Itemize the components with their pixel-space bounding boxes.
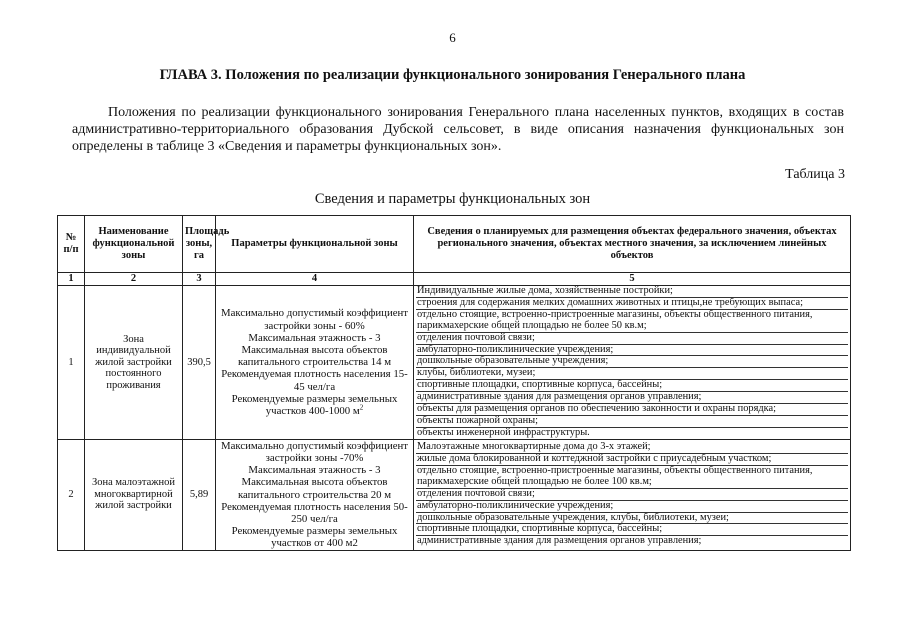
column-number: 5 <box>414 273 851 286</box>
param-line: Максимально допустимый коэффициент застройки зоны - 60% <box>220 307 409 332</box>
object-item: объекты пожарной охраны; <box>416 416 848 428</box>
intro-paragraph: Положения по реализации функционального зонирования Генерального плана населенных пунктов, входящих в состав административно-территориального образования Дубской сельсовет, в виде описания назначения функциональных зон определены в таблице 3 «Сведения и параметры функциональных зон». <box>72 105 844 154</box>
object-item: спортивные площадки, спортивные корпуса, бассейны; <box>416 524 848 536</box>
param-line: Рекомендуемая плотность населения 50-250 чел/га <box>221 500 408 525</box>
object-item: административные здания для размещения органов управления; <box>417 536 702 547</box>
object-item: отделения почтовой связи; <box>416 489 848 501</box>
param-line: Максимальная высота объектов капитального строительства 20 м <box>237 476 392 501</box>
table-row <box>58 439 851 550</box>
column-number-row <box>58 273 851 286</box>
zone-params <box>216 439 414 550</box>
object-item: дошкольные образовательные учреждения; <box>416 356 848 368</box>
table-header-row <box>58 216 851 273</box>
zone-objects <box>414 439 851 550</box>
column-number: 1 <box>58 273 85 286</box>
table-number: Таблица 3 <box>785 167 845 182</box>
header-zone-name: Наименование функциональной зоны <box>85 216 183 273</box>
header-area: Площадь зоны, га <box>183 216 216 273</box>
column-number: 4 <box>216 273 414 286</box>
zone-area: 5,89 <box>183 439 216 550</box>
param-line: Максимально допустимый коэффициент застройки зоны -70% <box>220 439 409 464</box>
zone-name: Зона малоэтажной многоквартирной жилой застройки <box>85 439 183 550</box>
param-line: Рекомендуемая плотность населения 15-45 чел/га <box>221 368 408 393</box>
object-item: административные здания для размещения органов управления; <box>416 392 848 404</box>
table-row <box>58 286 851 440</box>
object-item: клубы, библиотеки, музеи; <box>416 368 848 380</box>
zone-objects <box>414 286 851 440</box>
zones-table <box>57 215 851 551</box>
header-num: № п/п <box>58 216 85 273</box>
object-item: амбулаторно-поликлинические учреждения; <box>416 501 848 513</box>
object-item: Индивидуальные жилые дома, хозяйственные постройки; <box>416 286 848 298</box>
object-item: объекты инженерной инфраструктуры. <box>417 427 590 438</box>
object-item: дошкольные образовательные учреждения, клубы, библиотеки, музеи; <box>416 513 848 525</box>
row-number: 1 <box>58 286 85 440</box>
object-item: амбулаторно-поликлинические учреждения; <box>416 345 848 357</box>
zone-name: Зона индивидуальной жилой застройки постоянного проживания <box>85 286 183 440</box>
column-number: 2 <box>85 273 183 286</box>
object-item: Малоэтажные многоквартирные дома до 3-х этажей; <box>416 442 848 454</box>
chapter-title: ГЛАВА 3. Положения по реализации функционального зонирования Генерального плана <box>159 67 746 83</box>
header-params: Параметры функциональной зоны <box>216 216 414 273</box>
object-item: строения для содержания мелких домашних животных и птицы,не требующих выпаса; <box>416 298 848 310</box>
object-item: спортивные площадки, спортивные корпуса, бассейны; <box>416 380 848 392</box>
superscript: 2 <box>359 403 364 412</box>
header-objects: Сведения о планируемых для размещения объектах федерального значения, объектах регионального значения, объектах местного значения, за исключением линейных объектов <box>414 216 851 273</box>
object-item: отдельно стоящие, встроенно-пристроенные магазины, объекты общественного питания, парикмахерские общей площадью не более 100 кв.м; <box>416 466 848 489</box>
param-line: Рекомендуемые размеры земельных участков от 400 м2 <box>231 525 398 550</box>
param-line: Максимальная высота объектов капитального строительства 14 м <box>237 344 392 369</box>
row-number: 2 <box>58 439 85 550</box>
column-number: 3 <box>183 273 216 286</box>
table-caption: Сведения и параметры функциональных зон <box>314 191 591 207</box>
param-text: Рекомендуемые размеры земельных участков 400-1000 м <box>231 392 398 418</box>
object-item: объекты для размещения органов по обеспечению законности и охраны порядка; <box>416 404 848 416</box>
zone-area: 390,5 <box>183 286 216 440</box>
param-line: Максимальная этажность - 3 <box>248 464 381 477</box>
page-number: 6 <box>449 30 456 45</box>
zone-params <box>216 286 414 440</box>
object-item: жилые дома блокированной и коттеджной застройки с приусадебным участком; <box>416 454 848 466</box>
object-item: отдельно стоящие, встроенно-пристроенные магазины, объекты общественного питания, парикмахерские общей площадью не более 50 кв.м; <box>416 310 848 333</box>
param-line <box>218 393 411 417</box>
object-item: отделения почтовой связи; <box>416 333 848 345</box>
param-line: Максимальная этажность - 3 <box>248 331 381 344</box>
